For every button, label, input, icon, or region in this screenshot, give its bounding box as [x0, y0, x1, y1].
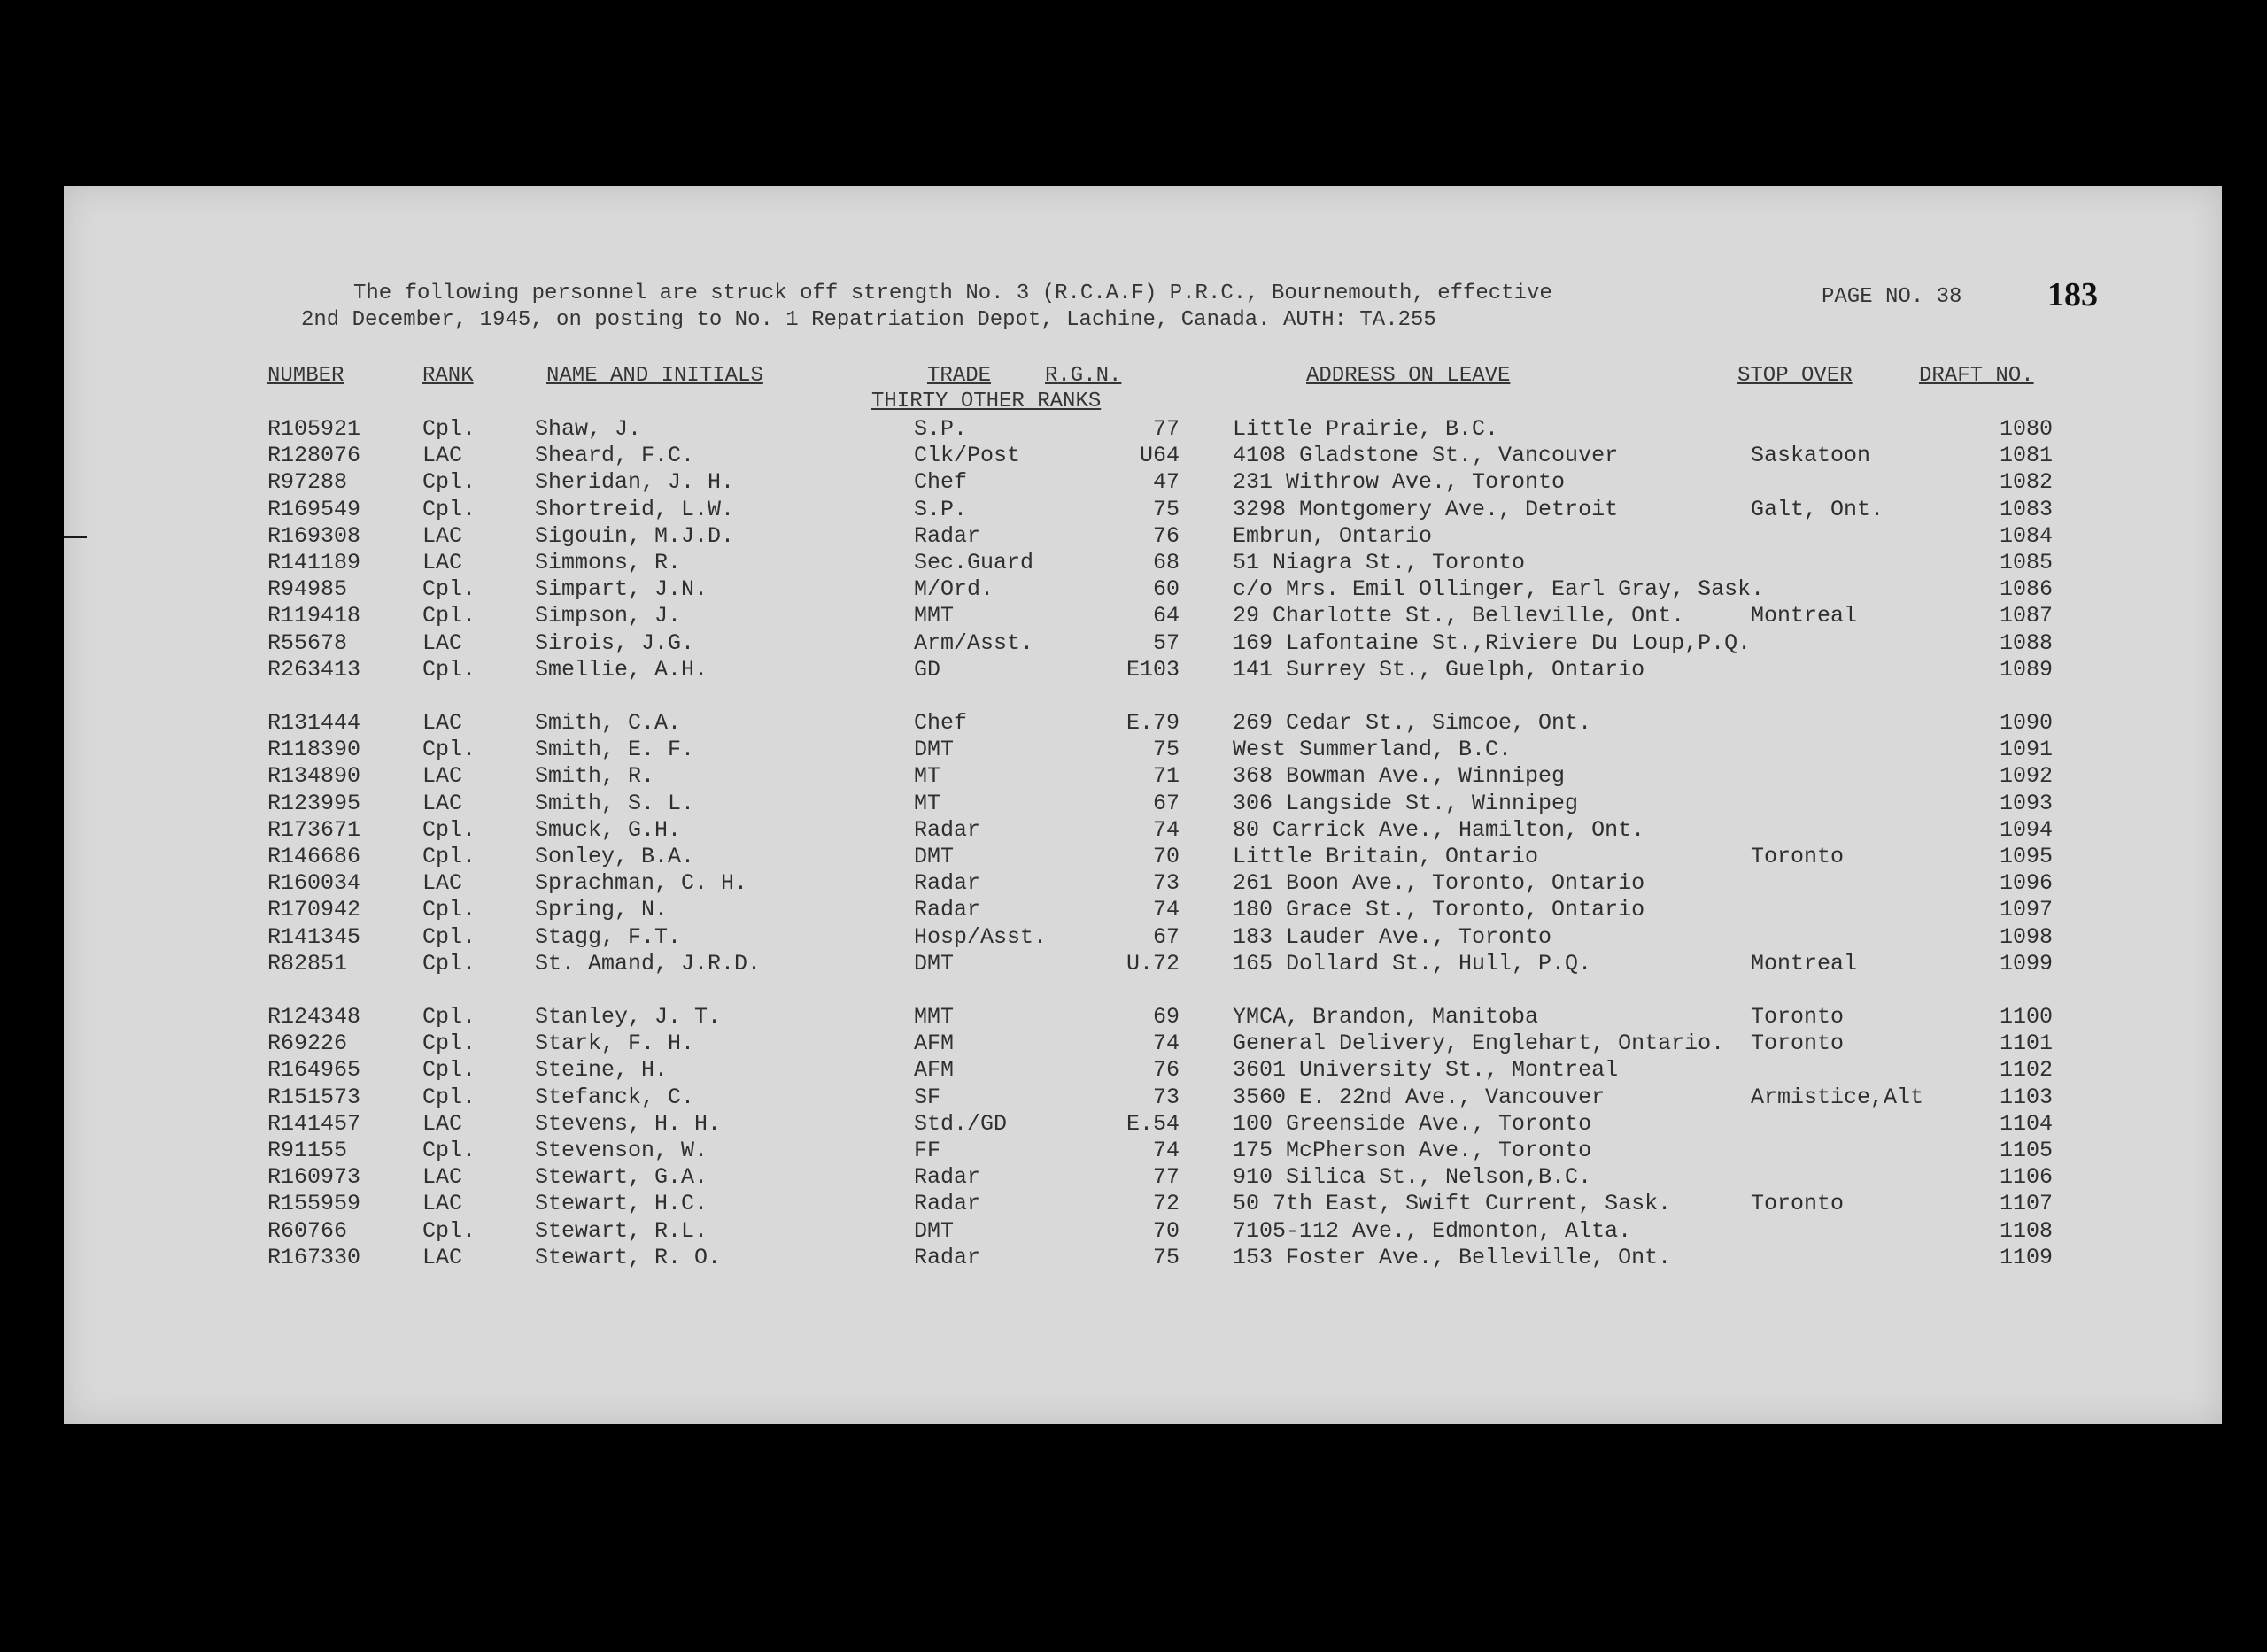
- row-draft-no: 1085: [2000, 550, 2054, 575]
- row-address: 910 Silica St., Nelson,B.C.: [1233, 1164, 1592, 1190]
- row-address: 231 Withrow Ave., Toronto: [1233, 469, 1566, 495]
- row-rgn: 74: [1152, 897, 1180, 922]
- table-row: [64, 712, 2222, 738]
- row-number: R169308: [267, 523, 361, 549]
- row-address: YMCA, Brandon, Manitoba: [1233, 1004, 1539, 1030]
- row-address: c/o Mrs. Emil Ollinger, Earl Gray, Sask.: [1233, 576, 1765, 602]
- row-rank: Cpl.: [422, 657, 476, 683]
- table-row: [64, 605, 2222, 631]
- row-stop-over: Montreal: [1751, 951, 1858, 977]
- row-draft-no: 1093: [2000, 791, 2054, 816]
- row-name: Stevens, H. H.: [535, 1111, 722, 1137]
- row-rank: Cpl.: [422, 737, 476, 762]
- row-rgn: 68: [1152, 550, 1180, 575]
- margin-mark: [64, 536, 87, 538]
- col-header-address: ADDRESS ON LEAVE: [1306, 364, 1511, 388]
- row-number: R167330: [267, 1245, 361, 1270]
- row-draft-no: 1091: [2000, 737, 2054, 762]
- table-row: [64, 578, 2222, 605]
- row-draft-no: 1095: [2000, 844, 2054, 869]
- row-rank: Cpl.: [422, 1085, 476, 1110]
- row-trade: AFM: [914, 1031, 955, 1056]
- col-header-stop-over: STOP OVER: [1737, 364, 1853, 388]
- col-header-trade: TRADE: [927, 364, 992, 388]
- row-draft-no: 1082: [2000, 469, 2054, 495]
- row-rank: LAC: [422, 550, 463, 575]
- row-trade: FF: [914, 1138, 941, 1163]
- table-row: [64, 845, 2222, 872]
- row-number: R91155: [267, 1138, 348, 1163]
- row-number: R82851: [267, 951, 348, 977]
- row-number: R170942: [267, 897, 361, 922]
- row-rgn: 75: [1152, 497, 1180, 522]
- row-number: R141345: [267, 924, 361, 950]
- row-rank: Cpl.: [422, 951, 476, 977]
- table-row: [64, 819, 2222, 845]
- row-name: Sheard, F.C.: [535, 443, 695, 468]
- row-rgn: 77: [1152, 416, 1180, 442]
- row-rgn: 75: [1152, 1245, 1180, 1270]
- row-number: R134890: [267, 763, 361, 789]
- table-row: [64, 792, 2222, 819]
- row-address: 165 Dollard St., Hull, P.Q.: [1233, 951, 1592, 977]
- row-address: 175 McPherson Ave., Toronto: [1233, 1138, 1592, 1163]
- row-draft-no: 1084: [2000, 523, 2054, 549]
- row-trade: MT: [914, 763, 941, 789]
- row-name: Stewart, G.A.: [535, 1164, 708, 1190]
- row-number: R155959: [267, 1191, 361, 1216]
- row-rank: Cpl.: [422, 1218, 476, 1244]
- row-stop-over: Armistice,Alt: [1751, 1085, 1924, 1110]
- row-number: R124348: [267, 1004, 361, 1030]
- row-number: R97288: [267, 469, 348, 495]
- row-draft-no: 1081: [2000, 443, 2054, 468]
- row-rank: Cpl.: [422, 1004, 476, 1030]
- row-trade: Hosp/Asst.: [914, 924, 1048, 950]
- row-rank: LAC: [422, 1245, 463, 1270]
- table-row: [64, 953, 2222, 979]
- row-rgn: 72: [1152, 1191, 1180, 1216]
- row-rank: Cpl.: [422, 1138, 476, 1163]
- row-trade: M/Ord.: [914, 576, 994, 602]
- row-number: R151573: [267, 1085, 361, 1110]
- row-name: Stark, F. H.: [535, 1031, 695, 1056]
- table-row: [64, 1006, 2222, 1032]
- row-rank: Cpl.: [422, 469, 476, 495]
- row-rank: LAC: [422, 523, 463, 549]
- table-row: [64, 1247, 2222, 1273]
- row-number: R131444: [267, 710, 361, 736]
- row-draft-no: 1101: [2000, 1031, 2054, 1056]
- row-rgn: U64: [1139, 443, 1180, 468]
- row-trade: Radar: [914, 523, 981, 549]
- table-row: [64, 765, 2222, 791]
- row-name: Stevenson, W.: [535, 1138, 708, 1163]
- row-draft-no: 1104: [2000, 1111, 2054, 1137]
- row-draft-no: 1102: [2000, 1057, 2054, 1083]
- header-line-2: 2nd December, 1945, on posting to No. 1 Repatriation Depot, Lachine, Canada. AUTH: TA.255: [301, 308, 1436, 332]
- row-address: 3298 Montgomery Ave., Detroit: [1233, 497, 1619, 522]
- row-name: Sonley, B.A.: [535, 844, 695, 869]
- row-number: R169549: [267, 497, 361, 522]
- row-rank: LAC: [422, 443, 463, 468]
- row-draft-no: 1088: [2000, 630, 2054, 656]
- table-row: [64, 1086, 2222, 1113]
- row-trade: Std./GD: [914, 1111, 1008, 1137]
- row-draft-no: 1105: [2000, 1138, 2054, 1163]
- row-draft-no: 1108: [2000, 1218, 2054, 1244]
- row-address: West Summerland, B.C.: [1233, 737, 1513, 762]
- row-trade: S.P.: [914, 416, 968, 442]
- row-trade: Radar: [914, 897, 981, 922]
- row-rgn: 74: [1152, 817, 1180, 843]
- row-address: 51 Niagra St., Toronto: [1233, 550, 1526, 575]
- table-row: [64, 471, 2222, 498]
- table-row: [64, 899, 2222, 925]
- row-number: R263413: [267, 657, 361, 683]
- row-number: R123995: [267, 791, 361, 816]
- row-draft-no: 1109: [2000, 1245, 2054, 1270]
- row-number: R55678: [267, 630, 348, 656]
- row-address: 50 7th East, Swift Current, Sask.: [1233, 1191, 1672, 1216]
- row-number: R160973: [267, 1164, 361, 1190]
- row-name: Stagg, F.T.: [535, 924, 682, 950]
- row-trade: MMT: [914, 1004, 955, 1030]
- row-trade: GD: [914, 657, 941, 683]
- row-trade: DMT: [914, 951, 955, 977]
- row-rgn: 74: [1152, 1031, 1180, 1056]
- row-number: R141189: [267, 550, 361, 575]
- table-row: [64, 525, 2222, 552]
- row-number: R141457: [267, 1111, 361, 1137]
- row-address: 183 Lauder Ave., Toronto: [1233, 924, 1552, 950]
- row-trade: S.P.: [914, 497, 968, 522]
- row-draft-no: 1083: [2000, 497, 2054, 522]
- row-name: Smith, R.: [535, 763, 655, 789]
- row-name: Stefanck, C.: [535, 1085, 695, 1110]
- row-trade: Chef: [914, 469, 968, 495]
- row-rgn: E103: [1126, 657, 1180, 683]
- row-rgn: 57: [1152, 630, 1180, 656]
- row-trade: DMT: [914, 737, 955, 762]
- row-number: R118390: [267, 737, 361, 762]
- row-address: 7105-112 Ave., Edmonton, Alta.: [1233, 1218, 1632, 1244]
- row-trade: AFM: [914, 1057, 955, 1083]
- row-rgn: U.72: [1126, 951, 1180, 977]
- row-name: Shortreid, L.W.: [535, 497, 735, 522]
- row-address: 29 Charlotte St., Belleville, Ont.: [1233, 603, 1685, 629]
- row-trade: Radar: [914, 1164, 981, 1190]
- header-line-1: The following personnel are struck off strength No. 3 (R.C.A.F) P.R.C., Bournemouth, effective: [353, 282, 1552, 305]
- row-rgn: 77: [1152, 1164, 1180, 1190]
- table-row: [64, 926, 2222, 953]
- table-row: [64, 498, 2222, 525]
- table-row: [64, 552, 2222, 578]
- row-rank: LAC: [422, 630, 463, 656]
- row-number: R105921: [267, 416, 361, 442]
- row-stop-over: Toronto: [1751, 1031, 1845, 1056]
- row-name: Steine, H.: [535, 1057, 669, 1083]
- row-address: 80 Carrick Ave., Hamilton, Ont.: [1233, 817, 1645, 843]
- row-draft-no: 1087: [2000, 603, 2054, 629]
- row-trade: MT: [914, 791, 941, 816]
- row-rank: LAC: [422, 1164, 463, 1190]
- row-rgn: 73: [1152, 1085, 1180, 1110]
- row-name: Simpart, J.N.: [535, 576, 708, 602]
- col-header-rank: RANK: [422, 364, 474, 388]
- row-rgn: E.79: [1126, 710, 1180, 736]
- section-title: THIRTY OTHER RANKS: [871, 390, 1102, 413]
- table-row: [64, 1166, 2222, 1193]
- row-address: General Delivery, Englehart, Ontario.: [1233, 1031, 1725, 1056]
- row-rgn: 70: [1152, 1218, 1180, 1244]
- row-number: R119418: [267, 603, 361, 629]
- row-rank: Cpl.: [422, 1031, 476, 1056]
- row-rank: Cpl.: [422, 576, 476, 602]
- row-name: Simmons, R.: [535, 550, 682, 575]
- row-trade: Chef: [914, 710, 968, 736]
- row-address: 153 Foster Ave., Belleville, Ont.: [1233, 1245, 1672, 1270]
- row-name: Smellie, A.H.: [535, 657, 708, 683]
- row-draft-no: 1089: [2000, 657, 2054, 683]
- row-name: Sirois, J.G.: [535, 630, 695, 656]
- row-name: Smuck, G.H.: [535, 817, 682, 843]
- table-row: [64, 659, 2222, 685]
- row-stop-over: Toronto: [1751, 1191, 1845, 1216]
- row-address: 368 Bowman Ave., Winnipeg: [1233, 763, 1566, 789]
- row-rank: LAC: [422, 791, 463, 816]
- row-draft-no: 1098: [2000, 924, 2054, 950]
- table-row: [64, 1113, 2222, 1139]
- row-number: R94985: [267, 576, 348, 602]
- row-address: 306 Langside St., Winnipeg: [1233, 791, 1579, 816]
- row-rank: LAC: [422, 710, 463, 736]
- row-rgn: E.54: [1126, 1111, 1180, 1137]
- row-address: 3601 University St., Montreal: [1233, 1057, 1619, 1083]
- row-name: Sprachman, C. H.: [535, 870, 748, 896]
- row-name: Stewart, R.L.: [535, 1218, 708, 1244]
- row-address: 261 Boon Ave., Toronto, Ontario: [1233, 870, 1645, 896]
- row-rgn: 67: [1152, 791, 1180, 816]
- row-rank: Cpl.: [422, 603, 476, 629]
- row-name: Smith, S. L.: [535, 791, 695, 816]
- row-rgn: 75: [1152, 737, 1180, 762]
- table-row: [64, 632, 2222, 659]
- table-row: [64, 1032, 2222, 1059]
- row-address: 269 Cedar St., Simcoe, Ont.: [1233, 710, 1592, 736]
- row-name: Spring, N.: [535, 897, 669, 922]
- row-draft-no: 1107: [2000, 1191, 2054, 1216]
- row-stop-over: Montreal: [1751, 603, 1858, 629]
- table-row: [64, 444, 2222, 471]
- row-trade: Radar: [914, 1191, 981, 1216]
- row-trade: Arm/Asst.: [914, 630, 1034, 656]
- row-name: St. Amand, J.R.D.: [535, 951, 762, 977]
- row-rgn: 69: [1152, 1004, 1180, 1030]
- row-address: 3560 E. 22nd Ave., Vancouver: [1233, 1085, 1605, 1110]
- row-name: Simpson, J.: [535, 603, 682, 629]
- table-row: [64, 1193, 2222, 1219]
- row-number: R146686: [267, 844, 361, 869]
- row-rgn: 73: [1152, 870, 1180, 896]
- row-rank: Cpl.: [422, 817, 476, 843]
- row-address: Little Britain, Ontario: [1233, 844, 1539, 869]
- row-draft-no: 1099: [2000, 951, 2054, 977]
- stamp-number: 183: [2047, 276, 2098, 313]
- row-address: 141 Surrey St., Guelph, Ontario: [1233, 657, 1645, 683]
- row-number: R128076: [267, 443, 361, 468]
- col-header-draft: DRAFT NO.: [1919, 364, 2034, 388]
- row-draft-no: 1096: [2000, 870, 2054, 896]
- row-address: 169 Lafontaine St.,Riviere Du Loup,P.Q.: [1233, 630, 1752, 656]
- row-rgn: 76: [1152, 1057, 1180, 1083]
- row-draft-no: 1080: [2000, 416, 2054, 442]
- row-rank: Cpl.: [422, 497, 476, 522]
- row-number: R164965: [267, 1057, 361, 1083]
- row-rgn: 74: [1152, 1138, 1180, 1163]
- row-trade: Radar: [914, 817, 981, 843]
- row-name: Smith, C.A.: [535, 710, 682, 736]
- row-name: Smith, E. F.: [535, 737, 695, 762]
- row-rank: Cpl.: [422, 416, 476, 442]
- row-trade: Clk/Post: [914, 443, 1021, 468]
- row-trade: DMT: [914, 844, 955, 869]
- row-rank: LAC: [422, 1111, 463, 1137]
- row-name: Stewart, H.C.: [535, 1191, 708, 1216]
- col-header-number: NUMBER: [267, 364, 344, 388]
- table-row: [64, 1059, 2222, 1085]
- row-rgn: 47: [1152, 469, 1180, 495]
- row-draft-no: 1086: [2000, 576, 2054, 602]
- row-number: R173671: [267, 817, 361, 843]
- row-name: Stanley, J. T.: [535, 1004, 722, 1030]
- row-rank: LAC: [422, 870, 463, 896]
- col-header-rgn: R.G.N.: [1045, 364, 1122, 388]
- col-header-name: NAME AND INITIALS: [546, 364, 763, 388]
- row-number: R160034: [267, 870, 361, 896]
- row-stop-over: Galt, Ont.: [1751, 497, 1884, 522]
- row-stop-over: Toronto: [1751, 844, 1845, 869]
- table-row: [64, 872, 2222, 899]
- row-rgn: 64: [1152, 603, 1180, 629]
- row-address: 180 Grace St., Toronto, Ontario: [1233, 897, 1645, 922]
- row-name: Stewart, R. O.: [535, 1245, 722, 1270]
- row-draft-no: 1097: [2000, 897, 2054, 922]
- row-rgn: 70: [1152, 844, 1180, 869]
- row-rgn: 67: [1152, 924, 1180, 950]
- row-rank: Cpl.: [422, 1057, 476, 1083]
- row-draft-no: 1103: [2000, 1085, 2054, 1110]
- table-row: [64, 418, 2222, 444]
- row-rank: Cpl.: [422, 924, 476, 950]
- row-name: Sheridan, J. H.: [535, 469, 735, 495]
- row-trade: Radar: [914, 870, 981, 896]
- document-page: [64, 186, 2222, 1424]
- row-rank: LAC: [422, 1191, 463, 1216]
- row-trade: DMT: [914, 1218, 955, 1244]
- row-rgn: 60: [1152, 576, 1180, 602]
- row-name: Sigouin, M.J.D.: [535, 523, 735, 549]
- row-draft-no: 1100: [2000, 1004, 2054, 1030]
- row-stop-over: Toronto: [1751, 1004, 1845, 1030]
- row-trade: MMT: [914, 603, 955, 629]
- table-row: [64, 1139, 2222, 1166]
- row-rgn: 76: [1152, 523, 1180, 549]
- row-draft-no: 1092: [2000, 763, 2054, 789]
- row-trade: Radar: [914, 1245, 981, 1270]
- row-stop-over: Saskatoon: [1751, 443, 1871, 468]
- row-number: R60766: [267, 1218, 348, 1244]
- row-rank: LAC: [422, 763, 463, 789]
- row-address: 100 Greenside Ave., Toronto: [1233, 1111, 1592, 1137]
- row-draft-no: 1106: [2000, 1164, 2054, 1190]
- row-rank: Cpl.: [422, 844, 476, 869]
- row-rank: Cpl.: [422, 897, 476, 922]
- row-name: Shaw, J.: [535, 416, 642, 442]
- row-number: R69226: [267, 1031, 348, 1056]
- row-address: Little Prairie, B.C.: [1233, 416, 1499, 442]
- table-row: [64, 738, 2222, 765]
- table-row: [64, 1220, 2222, 1247]
- row-rgn: 71: [1152, 763, 1180, 789]
- row-draft-no: 1094: [2000, 817, 2054, 843]
- page-number-label: PAGE NO. 38: [1822, 285, 1962, 309]
- row-trade: Sec.Guard: [914, 550, 1034, 575]
- row-address: 4108 Gladstone St., Vancouver: [1233, 443, 1619, 468]
- row-draft-no: 1090: [2000, 710, 2054, 736]
- row-address: Embrun, Ontario: [1233, 523, 1433, 549]
- row-trade: SF: [914, 1085, 941, 1110]
